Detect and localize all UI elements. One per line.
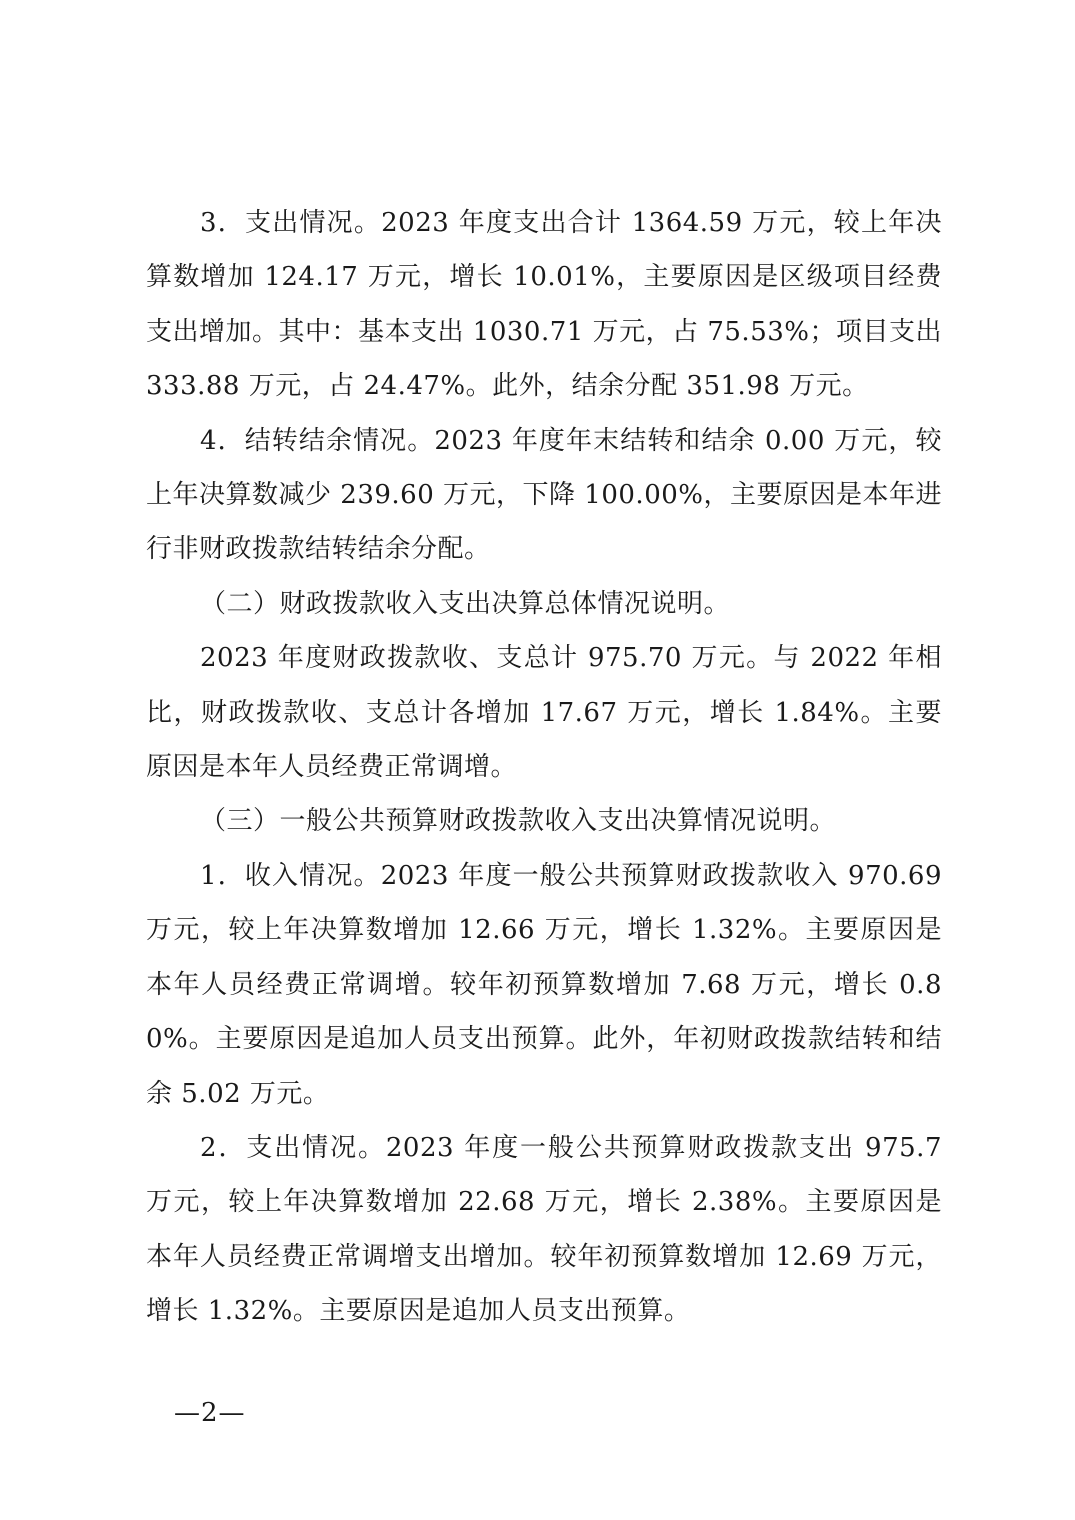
document-body (146, 196, 942, 1339)
section-heading-fiscal-overall: （二）财政拨款收入支出决算总体情况说明。 (200, 588, 731, 619)
paragraph-fiscal-overall: 2023 年度财政拨款收、支总计 975.70 万元。与 2022 年相比，财政拨款收、支总计各增加 17.67 万元，增长 1.84%。主要原因是本年人员经费正常调增。 (146, 643, 942, 783)
paragraph-expenditure: 3．支出情况。2023 年度支出合计 1364.59 万元，较上年决算数增加 124.17 万元，增长 10.01%，主要原因是区级项目经费支出增加。其中：基本支出 1030.71 万元，占 75.53%；项目支出 333.88 万元，占 24.47%。此外，结余分配 351.98 万元。 (146, 208, 942, 402)
paragraph-general-budget-income: 1．收入情况。2023 年度一般公共预算财政拨款收入 970.69 万元，较上年决算数增加 12.66 万元，增长 1.32%。主要原因是本年人员经费正常调增。较年初预算数增加 7.68 万元，增长 0.80%。主要原因是追加人员支出预算。此外，年初财政拨款结转和结余 5.02 万元。 (146, 860, 942, 1109)
paragraph-general-budget-expenditure: 2．支出情况。2023 年度一般公共预算财政拨款支出 975.7 万元，较上年决算数增加 22.68 万元，增长 2.38%。主要原因是本年人员经费正常调增支出增加。较年初预算数增加 12.69 万元，增长 1.32%。主要原因是追加人员支出预算。 (146, 1132, 942, 1327)
page-number: —2— (174, 1398, 246, 1428)
section-heading-general-budget: （三）一般公共预算财政拨款收入支出决算情况说明。 (200, 806, 837, 837)
paragraph-carryover: 4．结转结余情况。2023 年度年末结转和结余 0.00 万元，较上年决算数减少 239.60 万元，下降 100.00%，主要原因是本年进行非财政拨款结转结余分配。 (146, 425, 942, 565)
